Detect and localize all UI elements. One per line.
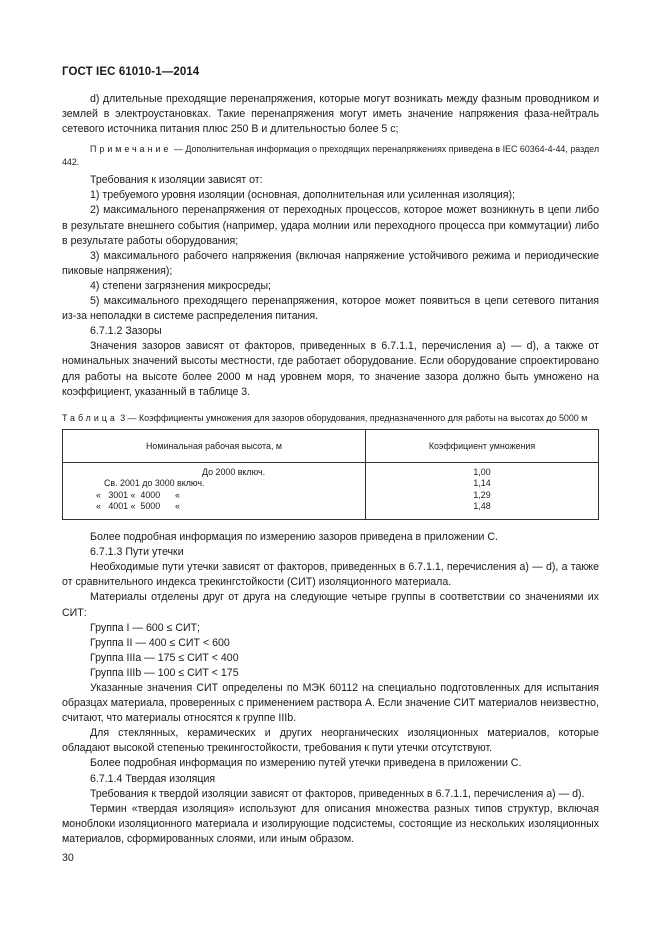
group-item-2: Группа II — 400 ≤ СИТ < 600 bbox=[90, 636, 230, 649]
note-text: — Дополнительная информация о преходящих перенапряжениях приведена в IEC 60364-4-44, раздел 442. bbox=[62, 144, 599, 168]
table-header-factor: Коэффициент умножения bbox=[366, 429, 599, 462]
factor-row-3: 1,29 bbox=[473, 489, 491, 500]
paragraph-6714: Требования к твердой изоляции зависят от факторов, приведенных в 6.7.1.1, перечисления а) — d). bbox=[90, 787, 585, 800]
paragraph-groups-intro: Материалы отделены друг от друга на следующие четыре группы в соответствии со значениями их СИТ: bbox=[62, 591, 599, 619]
paragraph-mek: Указанные значения СИТ определены по МЭК 60112 на специально подготовленных для испытания образцах материала, проверенных с применением раствора А. Если значение СИТ материалов неизвестно, считают, что материалы относятся к группе IIIb. bbox=[62, 682, 599, 725]
altitude-factor-table bbox=[62, 429, 599, 520]
paragraph-info-c2: Более подробная информация по измерению путей утечки приведена в приложении С. bbox=[90, 757, 522, 770]
table-label: Таблица bbox=[62, 412, 118, 423]
table-caption bbox=[62, 412, 599, 425]
table-cell-factors bbox=[366, 462, 599, 519]
requirement-item-4: 4) степени загрязнения микросреды; bbox=[90, 279, 271, 292]
height-row-3: « 3001 « 4000 « bbox=[96, 489, 180, 500]
table-header-height: Номинальная рабочая высота, м bbox=[63, 429, 366, 462]
height-row-1: До 2000 включ. bbox=[202, 466, 266, 477]
paragraph-6712: Значения зазоров зависят от факторов, приведенных в 6.7.1.1, перечисления а) — d), а также от номинальных значений высоты местности, где работает оборудование. Если оборудование спроектировано для работы на высоте более 2000 м над уровнем моря, то значение зазора должно быть умножено на коэффициент, указанный в таблице 3. bbox=[62, 340, 599, 398]
group-item-1: Группа I — 600 ≤ СИТ; bbox=[90, 621, 200, 634]
document-body bbox=[62, 92, 599, 847]
note bbox=[62, 143, 599, 169]
requirement-item-5: 5) максимального преходящего перенапряжения, которое может появиться в цепи сетевого питания из-за неполадки в системе распределения питания. bbox=[62, 295, 599, 323]
factor-row-1: 1,00 bbox=[473, 466, 491, 477]
paragraph-d: d) длительные преходящие перенапряжения, которые могут возникать между фазным проводником и землей в электроустановках. Такие перенапряжения могут иметь значение напряжения фаза-нейтраль сетевого источника питания плюс 250 В и длительностью более 5 с; bbox=[62, 93, 599, 136]
requirements-intro: Требования к изоляции зависят от: bbox=[90, 174, 263, 187]
page-number: 30 bbox=[62, 852, 74, 864]
table-row bbox=[63, 462, 599, 519]
requirement-item-2: 2) максимального перенапряжения от переходных процессов, которое может возникнуть в цепи либо в результате внешнего события (например, удара молнии или переходного процесса при коммутации) либо в результате работы оборудования; bbox=[62, 204, 599, 247]
requirement-item-1: 1) требуемого уровня изоляции (основная, дополнительная или усиленная изоляция); bbox=[90, 189, 516, 202]
group-item-4: Группа IIIb — 100 ≤ СИТ < 175 bbox=[90, 666, 239, 679]
paragraph-6713: Необходимые пути утечки зависят от факторов, приведенных в 6.7.1.1, перечисления а) — d), а также от сравнительного индекса трекингстойкости (СИТ) изоляционного материала. bbox=[62, 561, 599, 589]
note-label: Примечание bbox=[90, 144, 172, 155]
document-header: ГОСТ IEC 61010-1—2014 bbox=[62, 66, 200, 78]
requirement-item-3: 3) максимального рабочего напряжения (включая напряжение устойчивого режима и периодические пиковые напряжения); bbox=[62, 249, 599, 277]
height-row-2: Св. 2001 до 3000 включ. bbox=[104, 478, 205, 489]
paragraph-glass: Для стеклянных, керамических и других неорганических изоляционных материалов, которые обладают высокой степенью трекингостойкости, требования к пути утечки отсутствуют. bbox=[62, 727, 599, 755]
section-heading-6712: 6.7.1.2 Зазоры bbox=[90, 325, 162, 338]
factor-row-4: 1,48 bbox=[473, 501, 491, 512]
table-cell-heights bbox=[63, 462, 366, 519]
factor-row-2: 1,14 bbox=[473, 478, 491, 489]
section-heading-6714: 6.7.1.4 Твердая изоляция bbox=[90, 772, 216, 785]
paragraph-term: Термин «твердая изоляция» используют для описания множества разных типов структур, включая моноблоки изоляционного материала и изолирующие подсистемы, состоящие из нескольких изоляционных материалов, сформированных слоями, или иным образом. bbox=[62, 802, 599, 845]
height-row-4: « 4001 « 5000 « bbox=[96, 501, 180, 512]
table-header-row bbox=[63, 429, 599, 462]
group-item-3: Группа IIIa — 175 ≤ СИТ < 400 bbox=[90, 651, 239, 664]
table-caption-text: 3 — Коэффициенты умножения для зазоров оборудования, предназначенного для работы на высотах до 5000 м bbox=[117, 412, 588, 423]
section-heading-6713: 6.7.1.3 Пути утечки bbox=[90, 546, 184, 559]
paragraph-info-c1: Более подробная информация по измерению зазоров приведена в приложении С. bbox=[90, 531, 498, 544]
